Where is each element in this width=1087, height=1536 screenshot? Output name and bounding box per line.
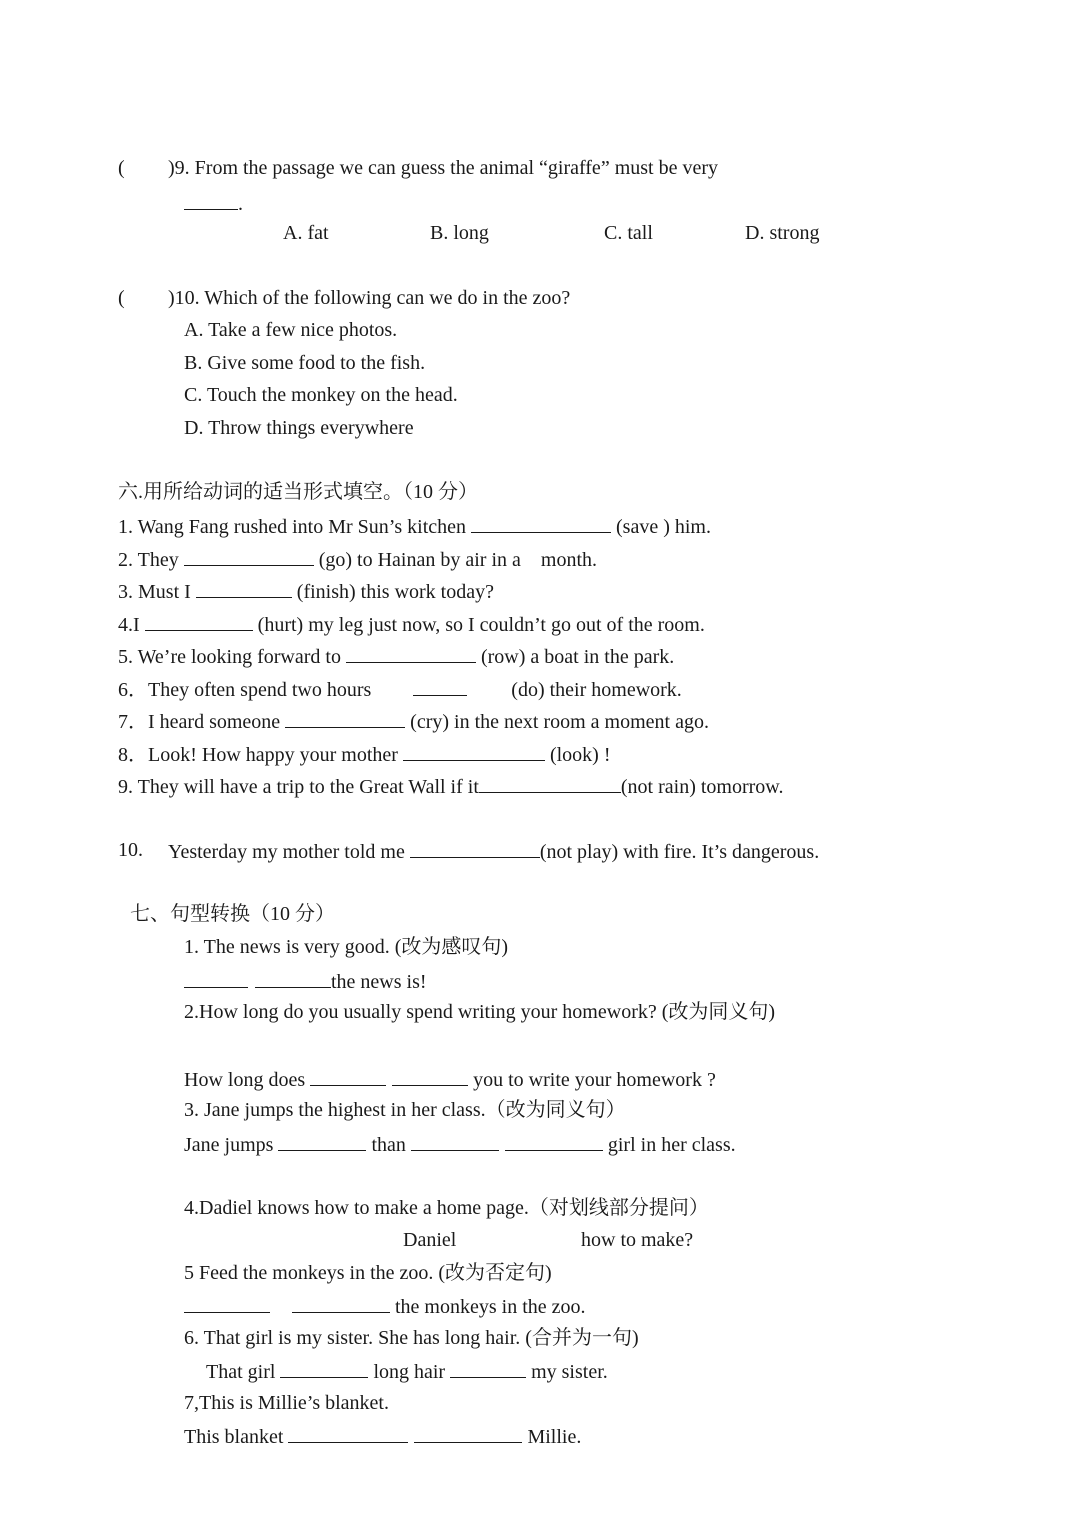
answer-blank[interactable] (196, 578, 292, 598)
answer-blank[interactable] (184, 1293, 270, 1313)
answer-blank[interactable] (505, 1131, 603, 1151)
answer-blank[interactable] (450, 1358, 526, 1378)
answer-blank[interactable] (292, 1293, 390, 1313)
answer-blank[interactable] (278, 1131, 366, 1151)
answer-blank[interactable] (392, 1066, 468, 1086)
s6-item-9: 9. They will have a trip to the Great Wall if it (not rain) tomorrow. (118, 773, 783, 799)
s7-q5-prompt: 5 Feed the monkeys in the zoo. (改为否定句) (184, 1262, 552, 1284)
answer-blank[interactable] (414, 1423, 522, 1443)
s7-q4-word-2: how to make? (581, 1229, 694, 1251)
q9-stem: )9. From the passage we can guess the animal “giraffe” must be very (168, 157, 718, 179)
answer-blank[interactable] (310, 1066, 386, 1086)
s7-q3-prompt: 3. Jane jumps the highest in her class.（改为同义句） (184, 1099, 626, 1121)
s7-q4-prompt: 4.Dadiel knows how to make a home page.（对划线部分提问） (184, 1197, 709, 1219)
section7-title: 七、句型转换（10 分） (130, 903, 335, 925)
answer-blank[interactable] (413, 676, 467, 696)
answer-blank[interactable] (471, 513, 611, 533)
s7-q5-answer: the monkeys in the zoo. (184, 1293, 586, 1319)
q10-stem: )10. Which of the following can we do in the zoo? (168, 287, 571, 309)
s7-q2-prompt: 2.How long do you usually spend writing your homework? (改为同义句) (184, 1001, 776, 1023)
answer-blank[interactable] (288, 1423, 408, 1443)
s7-q7-prompt: 7,This is Millie’s blanket. (184, 1392, 389, 1414)
q10-paren-open: ( (118, 287, 125, 309)
s7-q3-answer: Jane jumps than girl in her class. (184, 1131, 736, 1157)
answer-blank[interactable] (255, 968, 331, 988)
s7-q1-answer: the news is! (184, 968, 427, 994)
q9-option-b: B. long (430, 222, 489, 244)
s7-q1-prompt: 1. The news is very good. (改为感叹句) (184, 936, 509, 958)
section6-title: 六.用所给动词的适当形式填空。（10 分） (118, 481, 478, 503)
answer-blank[interactable] (184, 546, 314, 566)
s7-q6-answer: That girl long hair my sister. (206, 1358, 608, 1384)
q9-option-c: C. tall (604, 222, 653, 244)
answer-blank[interactable] (184, 190, 238, 210)
s6-item-7: 7．I heard someone (cry) in the next room a moment ago. (118, 708, 709, 734)
s6-item-6: 6．They often spend two hours (do) their homework. (118, 676, 682, 702)
s6-item-1: 1. Wang Fang rushed into Mr Sun’s kitchen (save ) him. (118, 513, 711, 539)
answer-blank[interactable] (479, 773, 621, 793)
s6-item-4: 4.I (hurt) my leg just now, so I couldn’t go out of the room. (118, 611, 705, 637)
q9-stem-cont (184, 190, 243, 216)
s6-item-2: 2. They (go) to Hainan by air in a month. (118, 546, 597, 572)
s6-item-8: 8．Look! How happy your mother (look) ! (118, 741, 611, 767)
s7-q4-word-1: Daniel (403, 1229, 457, 1251)
s7-q2-answer: How long does you to write your homework ? (184, 1066, 716, 1092)
answer-blank[interactable] (145, 611, 253, 631)
answer-blank[interactable] (410, 838, 540, 858)
q9-paren-open: ( (118, 157, 125, 179)
s7-q6-prompt: 6. That girl is my sister. She has long hair. (合并为一句) (184, 1327, 639, 1349)
answer-blank[interactable] (403, 741, 545, 761)
q9-option-a: A. fat (283, 222, 329, 244)
answer-blank[interactable] (285, 708, 405, 728)
s6-item-3: 3. Must I (finish) this work today? (118, 578, 494, 604)
s7-q7-answer: This blanket Millie. (184, 1423, 581, 1449)
q9-stem-end: . (238, 193, 243, 215)
answer-blank[interactable] (346, 643, 476, 663)
s6-item-5: 5. We’re looking forward to (row) a boat in the park. (118, 643, 674, 669)
s6-item-10: Yesterday my mother told me (not play) with fire. It’s dangerous. (168, 838, 819, 864)
answer-blank[interactable] (411, 1131, 499, 1151)
q10-option-b: B. Give some food to the fish. (184, 352, 426, 374)
q10-option-c: C. Touch the monkey on the head. (184, 384, 458, 406)
q10-option-d: D. Throw things everywhere (184, 417, 414, 439)
q10-option-a: A. Take a few nice photos. (184, 319, 398, 341)
answer-blank[interactable] (184, 968, 248, 988)
s6-item-10-number: 10. (118, 839, 143, 861)
answer-blank[interactable] (280, 1358, 368, 1378)
q9-option-d: D. strong (745, 222, 820, 244)
